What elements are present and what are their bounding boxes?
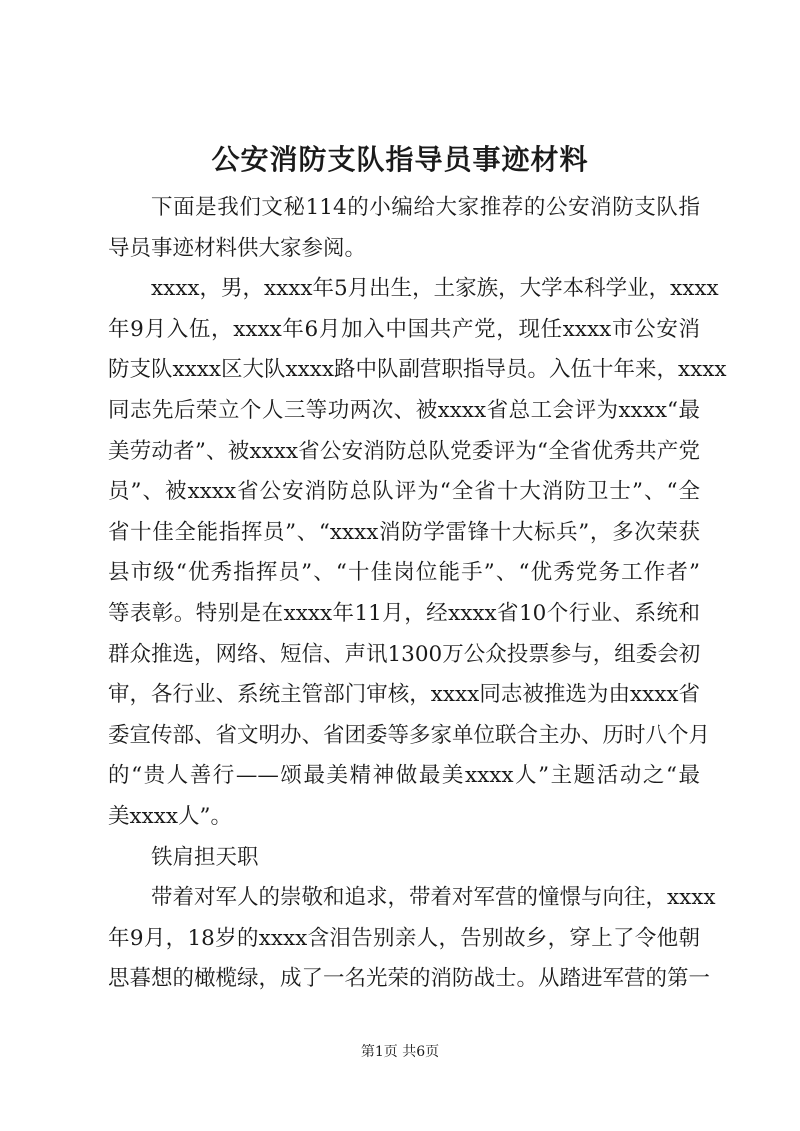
body-line: 等表彰。特别是在xxxx年11月，经xxxx省10个行业、系统和 [108,600,700,626]
section-heading: 铁肩担天职 [151,844,259,870]
body-line: 县市级“优秀指挥员”、“十佳岗位能手”、“优秀党务工作者” [108,560,700,586]
body-line: 防支队xxxx区大队xxxx路中队副营职指导员。入伍十年来，xxxx [108,357,727,383]
body-line: 员”、被xxxx省公安消防总队评为“全省十大消防卫士”、“全 [108,479,700,505]
body-line: 美劳动者”、被xxxx省公安消防总队党委评为“全省优秀共产党 [108,438,700,464]
body-line: 年9月入伍，xxxx年6月加入中国共产党，现任xxxx市公安消 [108,316,700,342]
body-line: 美xxxx人”。 [108,803,232,829]
body-line: 思暮想的橄榄绿，成了一名光荣的消防战士。从踏进军营的第一 [108,966,711,992]
body-line: 委宣传部、省文明办、省团委等多家单位联合主办、历时八个月 [108,722,711,748]
body-line: 群众推选，网络、短信、声讯1300万公众投票参与，组委会初 [108,641,701,667]
body-line: 下面是我们文秘114的小编给大家推荐的公安消防支队指 [151,195,700,220]
body-line: 带着对军人的崇敬和追求，带着对军营的憧憬与向往，xxxx [151,885,716,911]
body-line: xxxx，男，xxxx年5月出生，土家族，大学本科学业，xxxx [151,276,719,302]
body-line: 年9月，18岁的xxxx含泪告别亲人，告别故乡，穿上了令他朝 [108,925,700,951]
page-footer: 第1页 共6页 [360,1044,440,1060]
document-title: 公安消防支队指导员事迹材料 [211,143,589,176]
body-line: 省十佳全能指挥员”、“xxxx消防学雷锋十大标兵”，多次荣获 [108,519,700,545]
body-line: 的“贵人善行——颂最美精神做最美xxxx人”主题活动之“最 [108,763,700,789]
body-line: 导员事迹材料供大家参阅。 [108,235,367,261]
body-line: 审，各行业、系统主管部门审核，xxxx同志被推选为由xxxx省 [108,682,700,708]
body-line: 同志先后荣立个人三等功两次、被xxxx省总工会评为xxxx“最 [108,397,700,423]
document-body [108,188,727,1000]
